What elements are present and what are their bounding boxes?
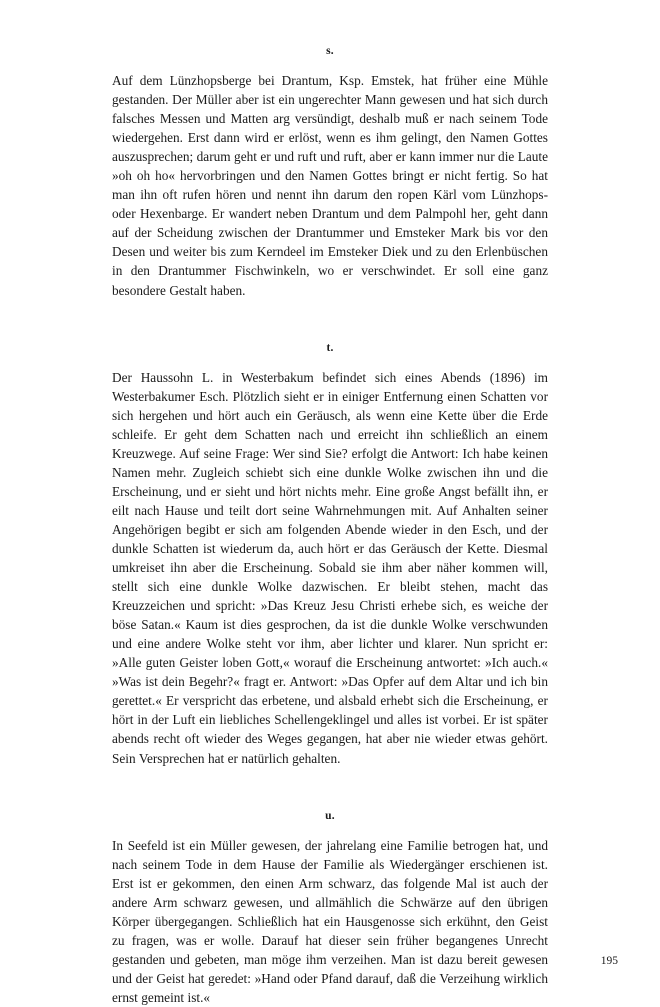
- section-body-s: Auf dem Lünzhopsberge bei Drantum, Ksp. Emstek, hat früher eine Mühle gestanden. Der Müller aber ist ein ungerechter Mann gewesen und hat sich durch falsches Messen und Matten arg versündigt, deshalb muß er nach seinem Tode wiedergehen. Erst dann wird er erlöst, wenn es ihm gelingt, den Namen Gottes auszusprechen; darum geht er und ruft und ruft, aber er kann immer nur die Laute »oh oh ho« hervorbringen und den Namen Gottes bringt er nicht fertig. So hat man ihn oft rufen hören und nennt ihn darum den ropen Kärl vom Lünzhops- oder Hexenbarge. Er wandert neben Drantum und dem Palmpohl her, geht dann auf der Scheidung zwischen der Drantummer und Emsteker Mark bis vor den Desen und weiter bis zum Kerndeel im Emsteker Diek und zu den Erlenbüschen in den Drantummer Fischwinkeln, wo er verschwindet. Er soll eine ganz besondere Gestalt haben.: [112, 73, 548, 298]
- section-marker-t: t.: [326, 341, 334, 354]
- spacer: [112, 57, 548, 71]
- page-content: [112, 40, 548, 1007]
- section-body-t: Der Haussohn L. in Westerbakum befindet sich eines Abends (1896) im Westerbakumer Esch. Plötzlich sieht er in einiger Entfernung einen Schatten vor sich hergehen und hört auch ein Geräusch, als wenn eine Kette über die Erde schleife. Er geht dem Schatten nach und erreicht ihn schließlich an einem Kreuzwege. Auf seine Frage: Wer sind Sie? erfolgt die Antwort: Ich habe keinen Namen mehr. Zugleich schiebt sich eine dunkle Wolke zwischen ihn und die Erscheinung, und er sieht und hört nichts mehr. Eine große Angst befällt ihn, er eilt nach Hause und teilt dort seine Wahrnehmungen mit. Auf Anhalten seiner Angehörigen begibt er sich am folgenden Abende wieder in den Esch, und der dunkle Schatten ist wiederum da, auch hört er das Geräusch der Kette. Diesmal umkreiset ihn aber die Erscheinung. Sobald sie ihm aber näher kommen will, stellt sich eine dunkle Wolke dazwischen. Er bleibt stehen, macht das Kreuzzeichen und spricht: »Das Kreuz Jesu Christi erhebe sich, es weiche der böse Satan.« Kaum ist dies gesprochen, da ist die dunkle Wolke verschwunden und eine andere Wolke steht vor ihm, aber lichter und klarer. Nun spricht er: »Alle guten Geister loben Gott,« worauf die Erscheinung antwortet: »Ich auch.« »Was ist dein Begehr?« fragt er. Antwort: »Das Opfer auf dem Altar und ich bin gerettet.« Er verspricht das erbetene, und alsbald erhebt sich die Erscheinung, er hört in der Luft ein liebliches Schellengeklingel und alles ist vorbei. Er ist später abends recht oft wieder des Weges gegangen, hat aber nie wieder etwas gehört. Sein Versprechen hat er natürlich gehalten.: [112, 369, 548, 766]
- section-body-u: In Seefeld ist ein Müller gewesen, der jahrelang eine Familie betrogen hat, und nach seinem Tode in dem Hause der Familie als Wiedergänger erschienen ist. Erst ist er gekommen, den einen Arm schwarz, das folgende Mal ist auch der andere Arm schwarz gewesen, und allmählich die Schwärze auf den übrigen Körper übergegangen. Schließlich hat ein Hausgenosse sich erkühnt, den Geist zu fragen, was er wolle. Darauf hat dieser sein früher begangenes Unrecht gestanden und gebeten, man möge ihm verzeihen. Man ist dazu bereit gewesen und der Geist hat geredet: »Hand oder Pfand darauf, daß die Verzeihung wirklich ernst gemeint ist.«: [112, 837, 548, 1005]
- spacer: [112, 300, 548, 342]
- spacer: [112, 768, 548, 810]
- section-marker-u: u.: [325, 809, 335, 822]
- spacer: [112, 822, 548, 836]
- page-number: 195: [600, 955, 618, 967]
- section-marker-s: s.: [326, 45, 334, 57]
- spacer: [112, 354, 548, 368]
